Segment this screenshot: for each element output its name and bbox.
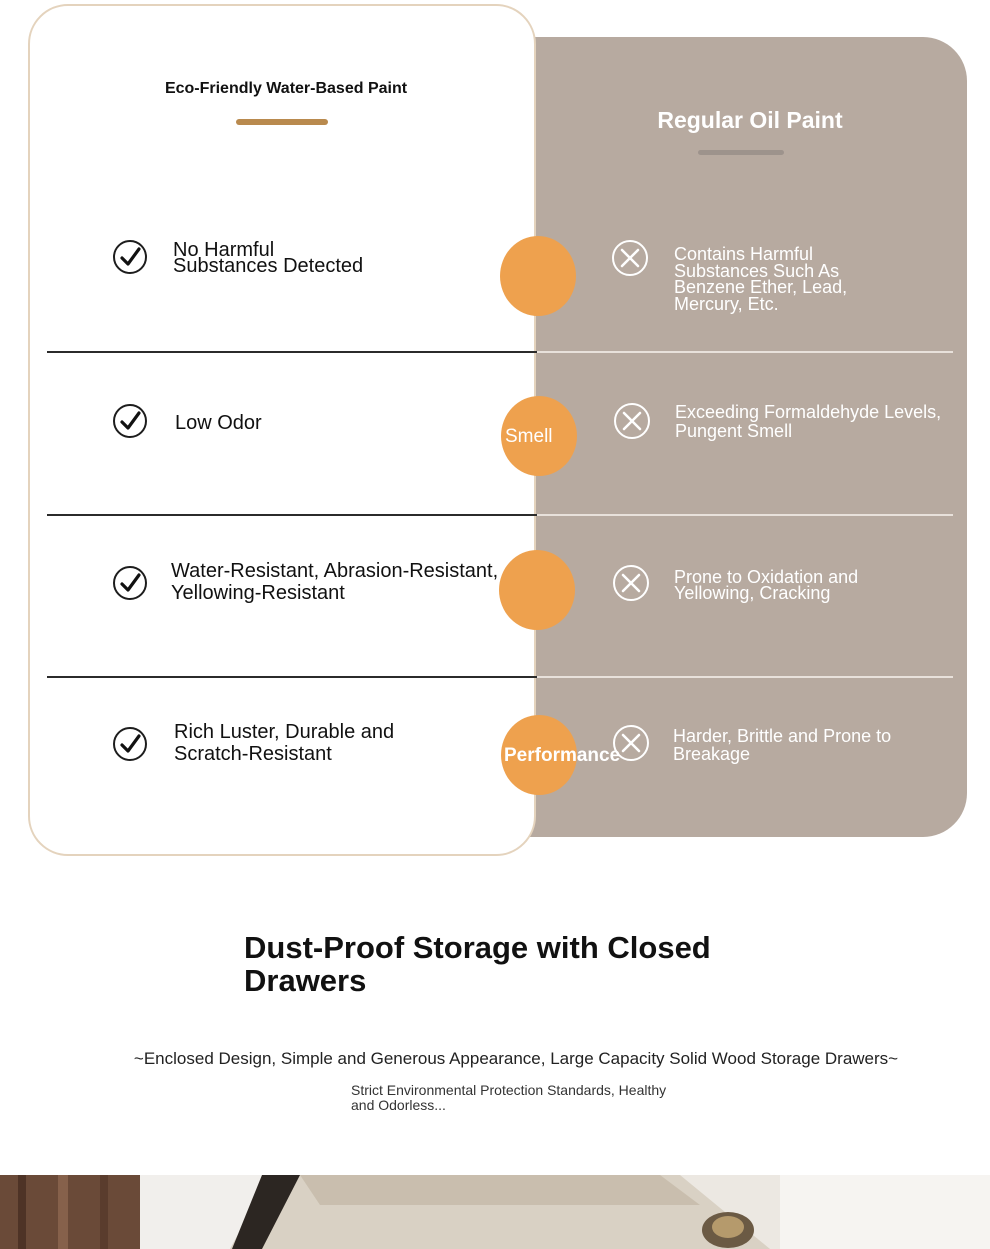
row-divider bbox=[537, 514, 953, 516]
oil-drawback-text: Harder, Brittle and Prone to Breakage bbox=[673, 726, 892, 764]
row-divider bbox=[47, 514, 537, 516]
title-underline bbox=[698, 150, 784, 155]
title-underline bbox=[236, 119, 328, 125]
oil-drawback-text: Exceeding Formaldehyde Levels, Pungent Smell bbox=[675, 402, 942, 441]
eco-paint-title: Eco-Friendly Water-Based Paint bbox=[164, 80, 408, 97]
oil-drawback-text: Contains Harmful Substances Such As Benzene Ether, Lead, Mercury, Etc. bbox=[674, 244, 848, 314]
section-heading: Dust-Proof Storage with Closed Drawers bbox=[244, 930, 711, 998]
product-photo bbox=[0, 1175, 990, 1249]
row-divider bbox=[537, 676, 953, 678]
close-icon bbox=[612, 240, 648, 276]
eco-feature-text: Water-Resistant, Abrasion-Resistant, Yellowing-Resistant bbox=[171, 560, 499, 604]
category-bubble bbox=[499, 550, 575, 630]
close-icon bbox=[614, 403, 650, 439]
section-subheading: ~Enclosed Design, Simple and Generous Appearance, Large Capacity Solid Wood Storage Drawers~ bbox=[133, 1049, 899, 1068]
category-label: Smell bbox=[505, 426, 553, 447]
check-icon bbox=[113, 240, 147, 274]
check-icon bbox=[113, 404, 147, 438]
category-label: Performance bbox=[504, 745, 621, 766]
close-icon bbox=[613, 725, 649, 761]
eco-feature-text: Low Odor bbox=[175, 412, 262, 434]
row-divider bbox=[47, 351, 537, 353]
close-icon bbox=[613, 565, 649, 601]
check-icon bbox=[113, 566, 147, 600]
oil-drawback-text: Prone to Oxidation and Yellowing, Cracking bbox=[674, 567, 859, 603]
category-bubble bbox=[500, 236, 576, 316]
eco-feature-text: Rich Luster, Durable and Scratch-Resistant bbox=[174, 721, 395, 765]
oil-paint-title: Regular Oil Paint bbox=[657, 107, 843, 133]
row-divider bbox=[537, 351, 953, 353]
eco-feature-text: No Harmful Substances Detected bbox=[173, 239, 364, 277]
check-icon bbox=[113, 727, 147, 761]
section-note: Strict Environmental Protection Standards, Healthy and Odorless... bbox=[351, 1082, 667, 1113]
row-divider bbox=[47, 676, 537, 678]
